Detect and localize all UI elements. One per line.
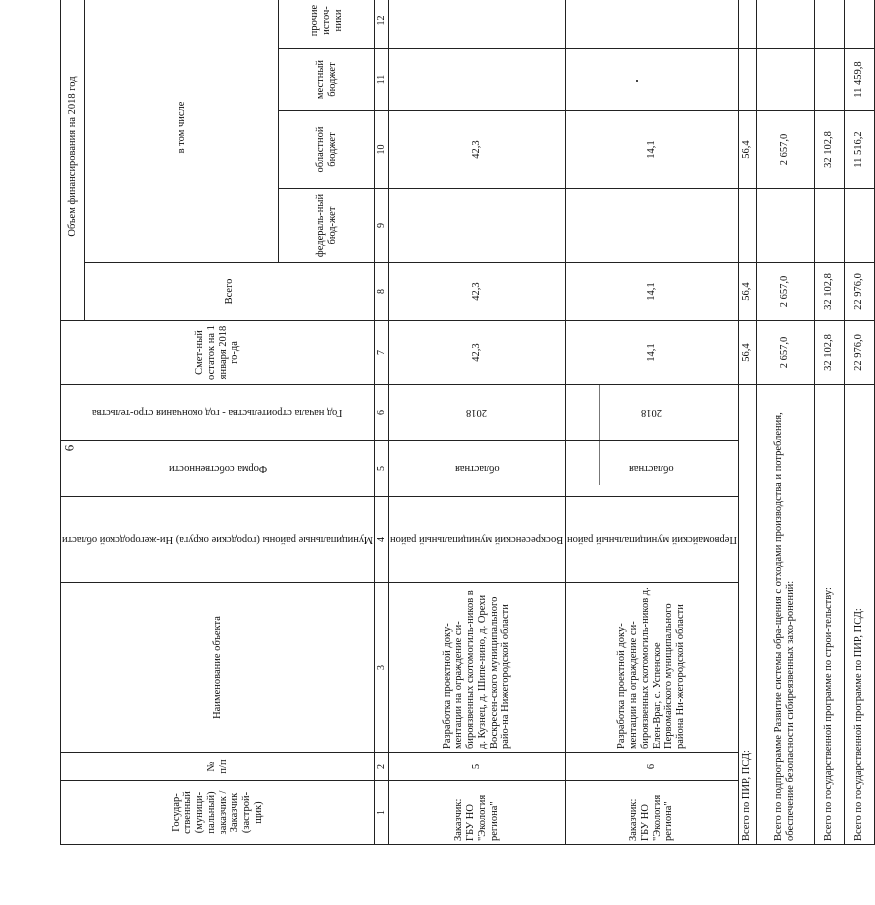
row-total: 42,3 (389, 263, 565, 321)
row-federal (565, 189, 738, 263)
row-municipality-cell (565, 497, 738, 583)
column-number-row (375, 0, 389, 845)
row-federal (389, 189, 565, 263)
row-years-cell (389, 385, 565, 441)
summary-label: Всего по государственной программе по ПИР, ПСД: (844, 385, 874, 845)
header-including: в том числе (85, 0, 279, 263)
header-ownership: Форма собственности (168, 463, 267, 475)
header-years: Год начала строительства - год окончания стро-тельства (92, 407, 343, 419)
header-years-cell (61, 385, 375, 441)
row-object-name: Разработка проектной доку-ментации на ограждение си-бироязвенных скотомогиль-ников в д. Кузнец, д. Шипе-нино, д. Орехи Воскресен-ского муниципального райо-на Нижегородской области (389, 583, 565, 753)
col-number: 1 (375, 781, 389, 845)
header-municipality-cell (61, 497, 375, 583)
summary-federal (844, 189, 874, 263)
summary-label: Всего по ПИР, ПСД: (738, 385, 756, 845)
row-num: 6 (565, 753, 738, 781)
row-customer: Заказчик: ГБУ НО "Экология региона" (389, 781, 565, 845)
row-ownership-cell (389, 441, 565, 497)
summary-balance: 32 102,8 (814, 321, 844, 385)
summary-regional: 32 102,8 (814, 111, 844, 189)
summary-other (844, 0, 874, 49)
summary-regional: 56,4 (738, 111, 756, 189)
summary-other (756, 0, 814, 49)
summary-local: 11 459,8 (844, 49, 874, 111)
summary-other (814, 0, 844, 49)
summary-total: 2 657,0 (756, 263, 814, 321)
summary-row (814, 0, 844, 845)
page-number: 6 (61, 444, 77, 452)
summary-regional: 11 516,2 (844, 111, 874, 189)
summary-row (844, 0, 874, 845)
col-number: 12 (375, 0, 389, 49)
col-number: 5 (375, 441, 389, 497)
row-local (389, 49, 565, 111)
row-object-name: Разработка проектной доку-ментации на ограждение си-бироязвенных скотомогиль-ников д. Елен-Враг, с. Успенское Первомайского муниципального района Ни-жегородской области (565, 583, 738, 753)
summary-local (738, 49, 756, 111)
col-number: 3 (375, 583, 389, 753)
summary-local (756, 49, 814, 111)
summary-total: 56,4 (738, 263, 756, 321)
header-federal: федераль-ный бюд-жет (279, 189, 375, 263)
header-customer: Государ-ственный (муници-пальный) заказчик /Заказчик (застрой-щик) (61, 781, 375, 845)
summary-balance: 2 657,0 (756, 321, 814, 385)
summary-label: Всего по государственной программе по строи-тельству: (814, 385, 844, 845)
row-years: 2018 (641, 407, 663, 419)
summary-federal (756, 189, 814, 263)
header-row-1 (61, 0, 85, 845)
header-object-name: Наименование объекта (61, 583, 375, 753)
header-other: прочие источ-ники (279, 0, 375, 49)
summary-label: Всего по подпрограмме Развитие системы обра-щения с отходами производства и потребления, обеспечение безопасности сибиреязвенных захо-ронений: (756, 385, 814, 845)
row-balance: 42,3 (389, 321, 565, 385)
header-regional: областной бюджет (279, 111, 375, 189)
summary-total: 22 976,0 (844, 263, 874, 321)
funding-table-wrapper (60, 4, 865, 845)
row-customer: Заказчик: ГБУ НО "Экология региона" (565, 781, 738, 845)
col-number: 10 (375, 111, 389, 189)
summary-row (738, 0, 756, 845)
col-number: 11 (375, 49, 389, 111)
header-funding-title: Объем финансирования на 2018 год (61, 0, 85, 321)
row-other (565, 0, 738, 49)
col-number: 8 (375, 263, 389, 321)
row-regional: 42,3 (389, 111, 565, 189)
header-municipality: Муниципальные районы (городские округа) Ни-жегородской области (62, 534, 374, 546)
summary-other (738, 0, 756, 49)
col-number: 6 (375, 385, 389, 441)
row-total: 14,1 (565, 263, 738, 321)
row-num: 5 (389, 753, 565, 781)
header-balance: Смет-ный остаток на 1 января 2018 го-да (61, 321, 375, 385)
col-number: 9 (375, 189, 389, 263)
summary-local (814, 49, 844, 111)
row-balance: 14,1 (565, 321, 738, 385)
summary-federal (738, 189, 756, 263)
table-row (389, 0, 565, 845)
header-num: № п/п (61, 753, 375, 781)
row-ownership: областная (454, 463, 500, 475)
header-ownership-cell (61, 441, 375, 497)
col-number: 7 (375, 321, 389, 385)
summary-total: 32 102,8 (814, 263, 844, 321)
row-local (565, 49, 738, 111)
row-municipality-cell (389, 497, 565, 583)
table-row (565, 0, 738, 845)
row-years-cell (565, 385, 738, 441)
row-municipality: Первомайский муниципальный район (566, 534, 737, 546)
row-ownership-cell (565, 441, 738, 497)
summary-federal (814, 189, 844, 263)
row-other (389, 0, 565, 49)
col-number: 2 (375, 753, 389, 781)
header-local: местный бюджет (279, 49, 375, 111)
row-ownership: областная (629, 463, 674, 475)
summary-balance: 56,4 (738, 321, 756, 385)
row-regional: 14,1 (565, 111, 738, 189)
row-municipality: Воскресенский муниципальный район (390, 534, 564, 546)
summary-regional: 2 657,0 (756, 111, 814, 189)
summary-balance: 22 976,0 (844, 321, 874, 385)
funding-table (60, 0, 875, 845)
header-total: Всего (85, 263, 375, 321)
row-years: 2018 (466, 407, 488, 419)
summary-row (756, 0, 814, 845)
col-number: 4 (375, 497, 389, 583)
